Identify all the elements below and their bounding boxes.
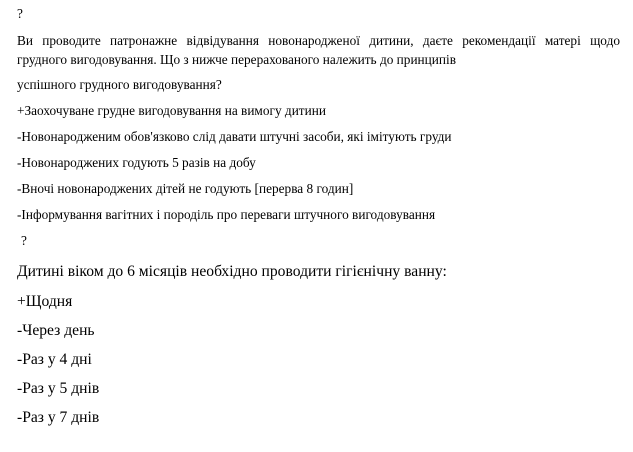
answer-option: -Новонародженим обов'язково слід давати штучні засоби, які імітують груди bbox=[17, 129, 452, 144]
question-marker: ? bbox=[21, 233, 27, 248]
answer-option: -Через день bbox=[17, 322, 95, 339]
answer-option: -Раз у 7 днів bbox=[17, 409, 100, 426]
question-text-line: Дитині віком до 6 місяців необхідно проводити гігієнічну ванну: bbox=[17, 263, 447, 280]
question-text-line: успішного грудного вигодовування? bbox=[17, 77, 222, 92]
answer-option: -Новонароджених годують 5 разів на добу bbox=[17, 155, 256, 170]
answer-option: -Раз у 4 дні bbox=[17, 351, 92, 368]
answer-option: -Вночі новонароджених дітей не годують [перерва 8 годин] bbox=[17, 181, 354, 196]
answer-option: +Щодня bbox=[17, 293, 73, 310]
answer-option: -Інформування вагітних і породіль про переваги штучного вигодовування bbox=[17, 207, 436, 222]
answer-option: -Раз у 5 днів bbox=[17, 380, 100, 397]
question-text-line: грудного вигодовування. Що з нижче перерахованого належить до принципів bbox=[17, 52, 456, 67]
question-text-line: Ви проводите патронажне відвідування новонародженої дитини, даєте рекомендації матері щодо bbox=[17, 33, 620, 48]
question-marker: ? bbox=[17, 6, 23, 21]
answer-option: +Заохочуване грудне вигодовування на вимогу дитини bbox=[17, 103, 326, 118]
